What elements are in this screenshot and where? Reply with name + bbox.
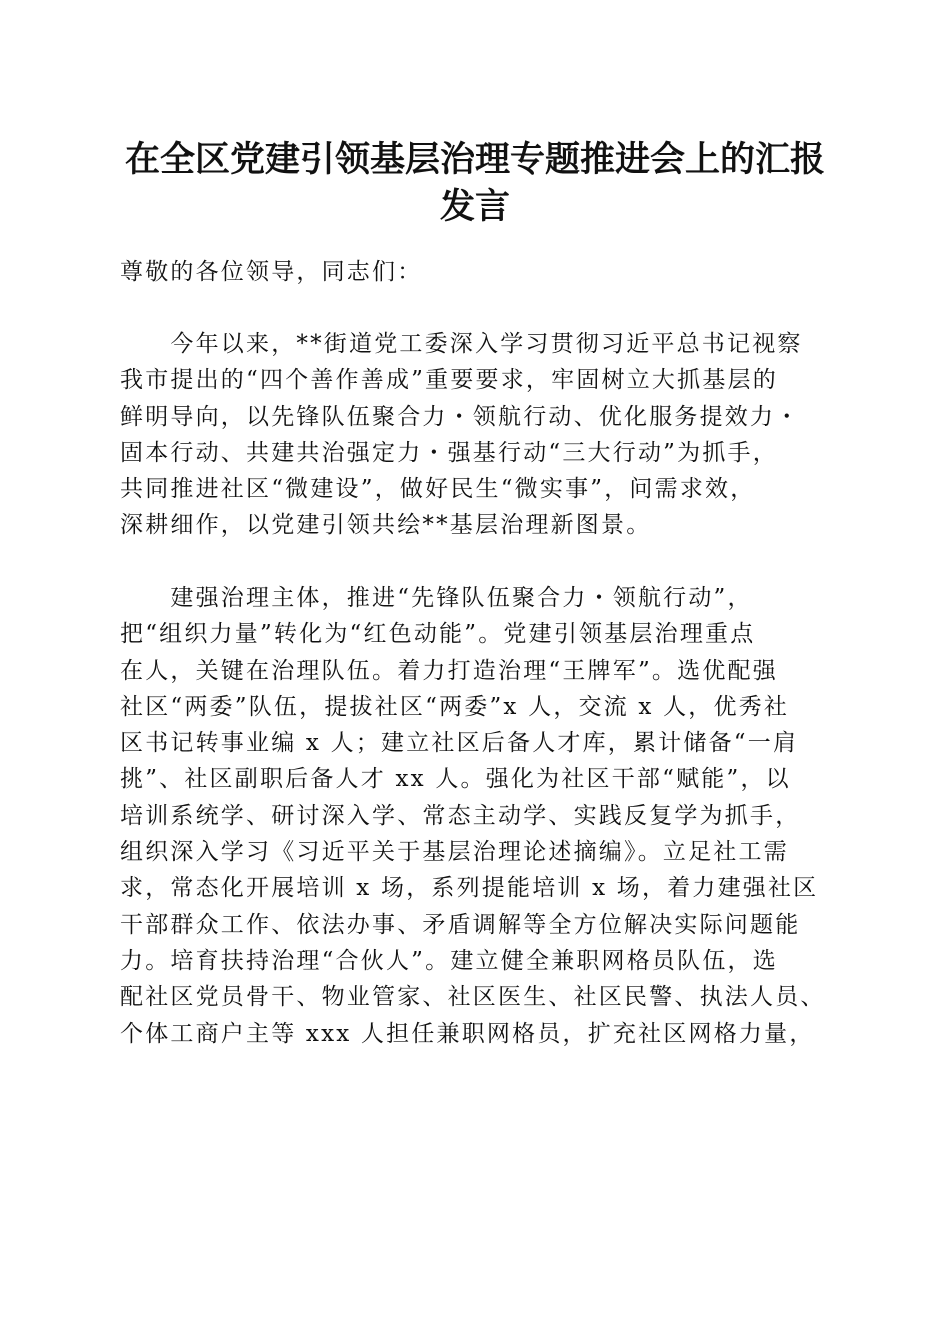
paragraph-line: 区书记转事业编 x 人；建立社区后备人才库，累计储备“一肩 [120,730,799,757]
paragraph-line: 挑”、社区副职后备人才 xx 人。强化为社区干部“赋能”，以 [120,766,791,793]
paragraph-line: 配社区党员骨干、物业管家、社区医生、社区民警、执法人员、 [120,984,826,1011]
paragraph-line: 在人，关键在治理队伍。着力打造治理“王牌军”。选优配强 [120,657,778,684]
paragraph-line: 建强治理主体，推进“先锋队伍聚合力・领航行动”， [120,585,753,611]
paragraph-line: 社区“两委”队伍，提拔社区“两委”x 人，交流 x 人，优秀社 [120,693,790,720]
paragraph-line: 共同推进社区“微建设”，做好民生“微实事”，问需求效， [120,476,756,503]
paragraph-intro [120,326,830,544]
title-line-1: 在全区党建引领基层治理专题推进会上的汇报 [124,139,825,180]
paragraph-line: 求，常态化开展培训 x 场，系列提能培训 x 场，着力建强社区 [120,875,819,902]
paragraph-line: 力。培育扶持治理“合伙人”。建立健全兼职网格员队伍，选 [120,947,778,974]
paragraph-line: 干部群众工作、依法办事、矛盾调解等全方位解决实际问题能 [120,911,801,938]
paragraph-line: 培训系统学、研讨深入学、常态主动学、实践反复学为抓手， [120,802,801,829]
paragraph-line: 今年以来，**街道党工委深入学习贯彻习近平总书记视察 [120,331,803,357]
paragraph-line: 个体工商户主等 xxx 人担任兼职网格员，扩充社区网格力量， [120,1020,815,1047]
paragraph-line: 把“组织力量”转化为“红色动能”。党建引领基层治理重点 [120,621,756,648]
paragraph-line: 固本行动、共建共治强定力・强基行动“三大行动”为抓手， [120,439,778,466]
paragraph-governance [120,580,830,1052]
title-line-2: 发言 [439,186,510,227]
paragraph-line: 鲜明导向，以先锋队伍聚合力・领航行动、优化服务提效力・ [120,403,801,430]
paragraph-line: 深耕细作，以党建引领共绘**基层治理新图景。 [120,512,652,539]
paragraph-line: 我市提出的“四个善作善成”重要要求，牢固树立大抓基层的 [120,367,778,394]
salutation: 尊敬的各位领导，同志们： [120,259,423,285]
paragraph-line: 组织深入学习《习近平关于基层治理论述摘编》。立足社工需 [120,839,789,866]
document-title [110,136,840,230]
